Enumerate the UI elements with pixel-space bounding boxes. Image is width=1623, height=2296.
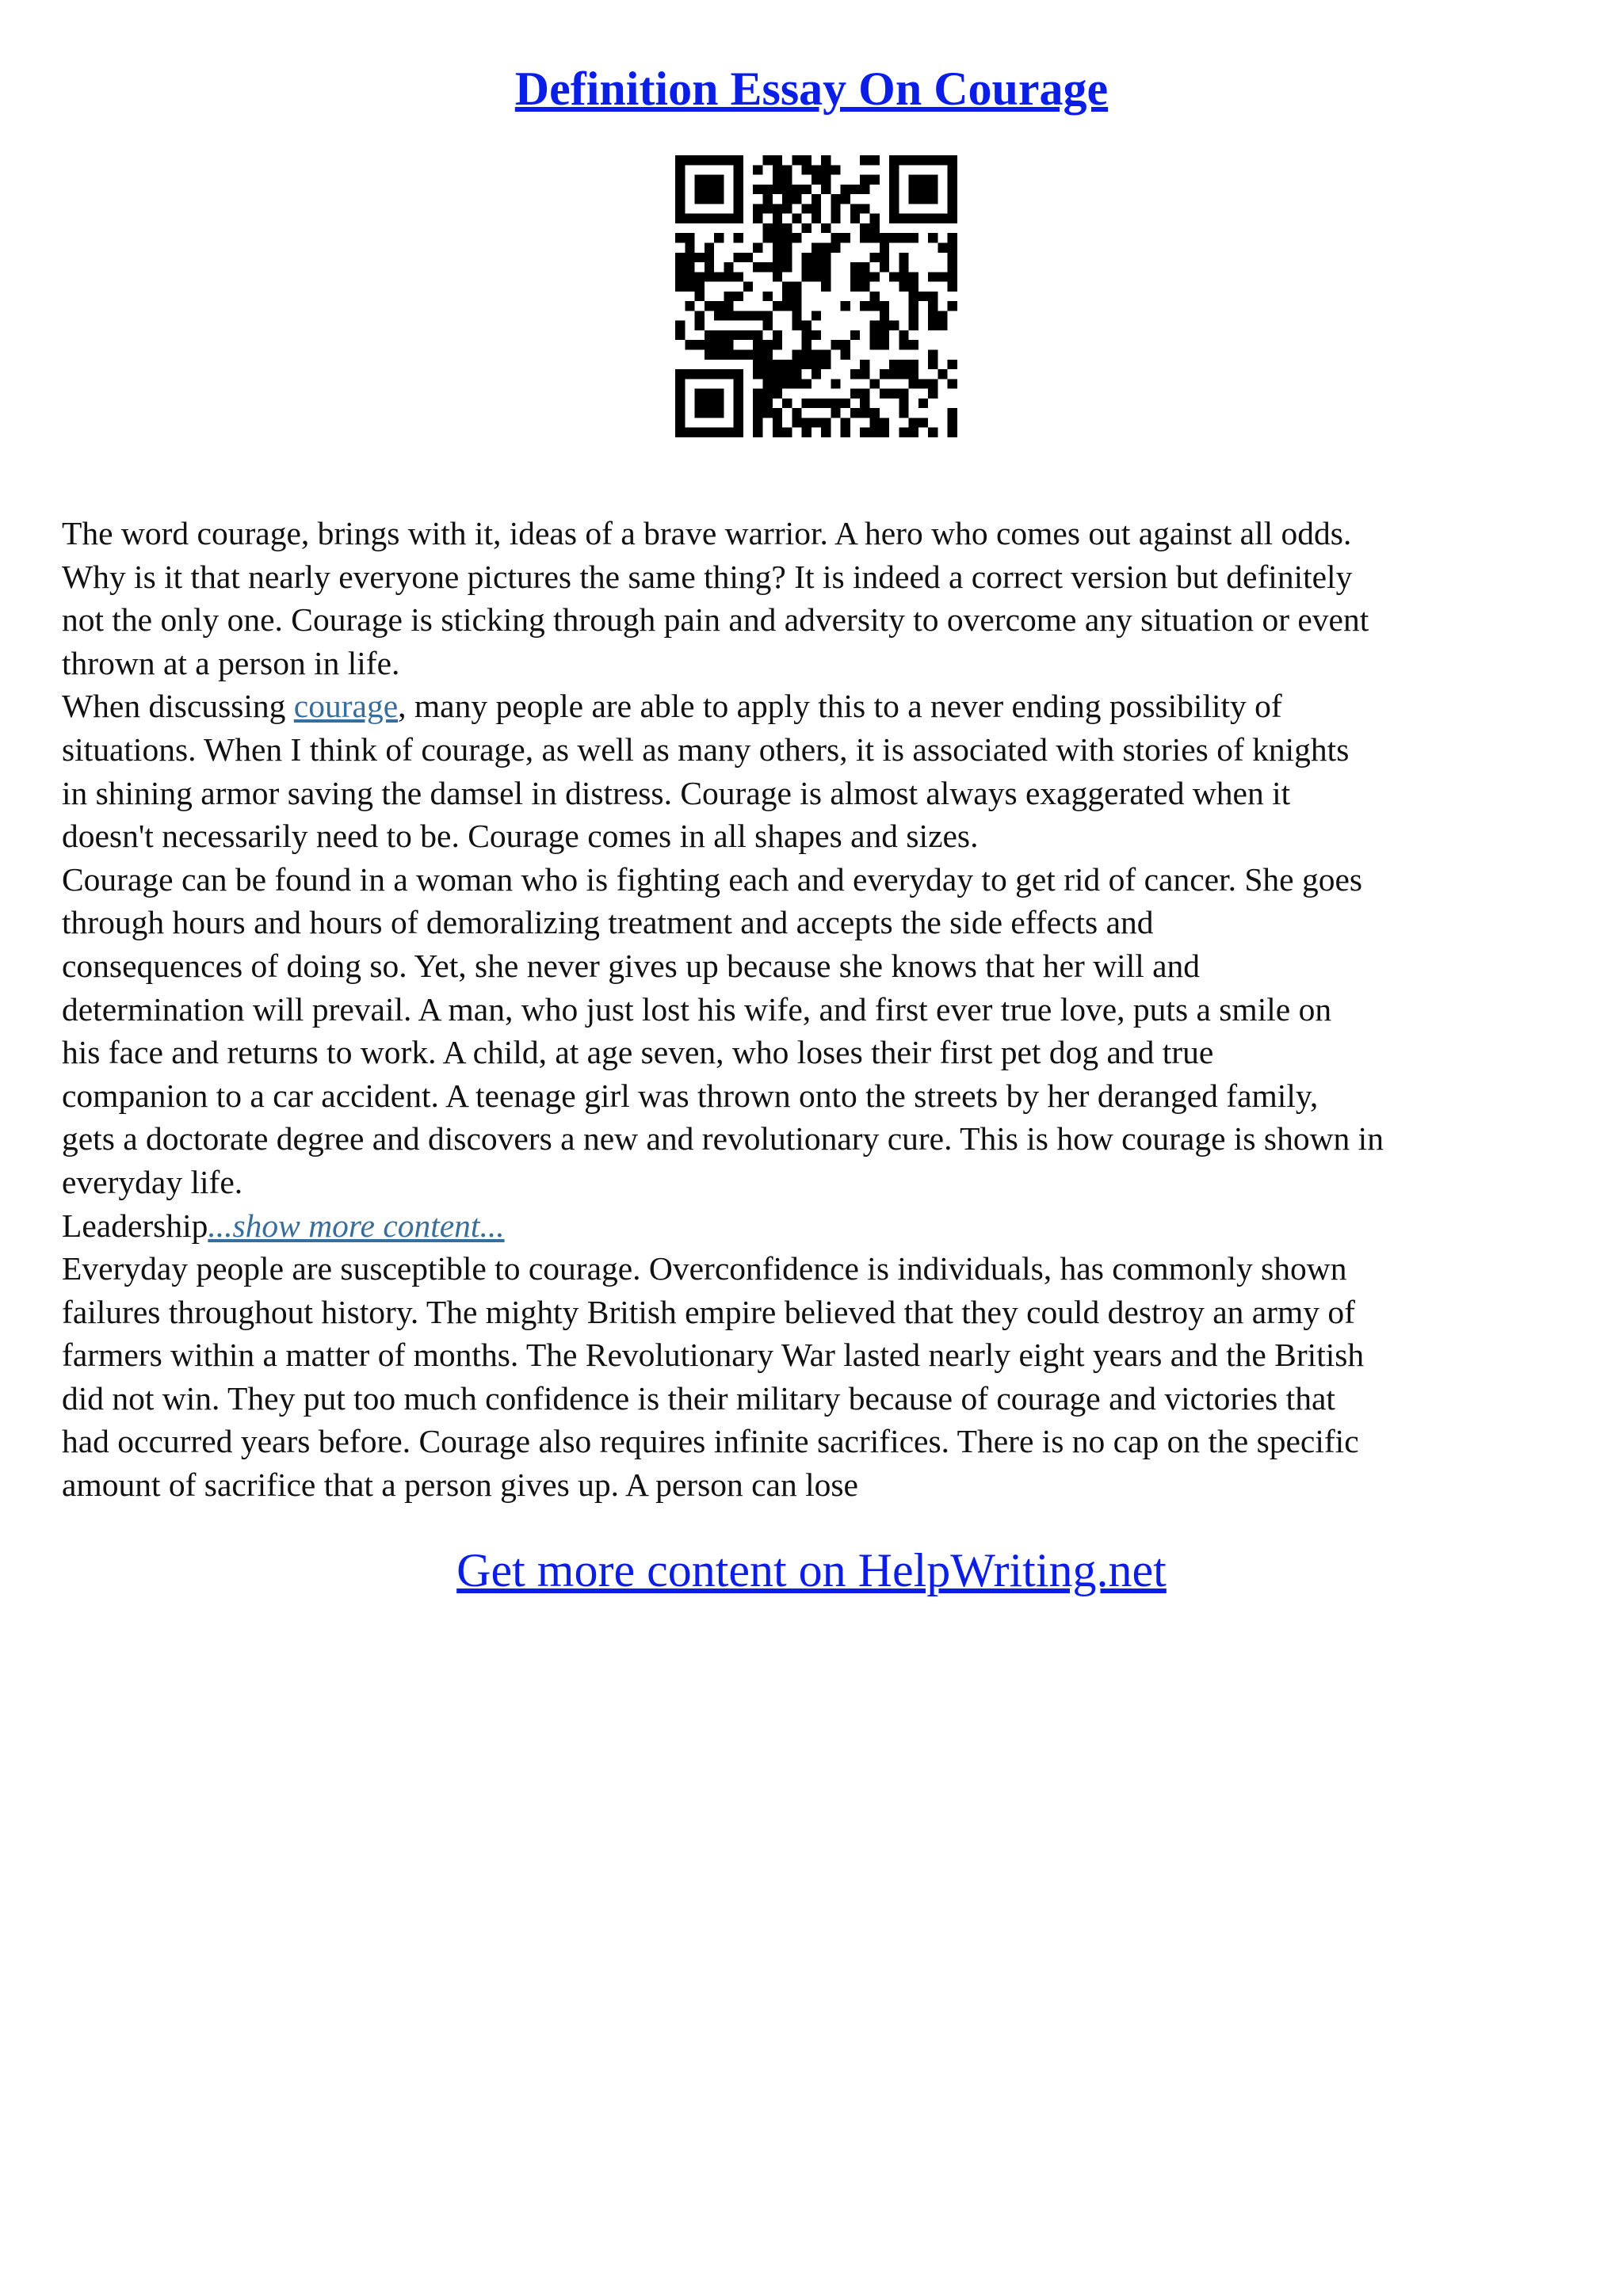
paragraph1-line: The word courage, brings with it, ideas of a brave warrior. A hero who comes out against all odds.	[62, 515, 1352, 551]
paragraph3-line: determination will prevail. A man, who just lost his wife, and first ever true love, puts a smile on	[62, 990, 1332, 1028]
paragraph3-line: companion to a car accident. A teenage girl was thrown onto the streets by her deranged family,	[62, 1077, 1319, 1114]
paragraph2-first-line	[62, 685, 1568, 728]
paragraph4-line: failures throughout history. The mighty British empire believed that they could destroy an army of	[62, 1293, 1355, 1330]
leadership-word: Leadership	[62, 1207, 208, 1244]
page-title	[0, 57, 1623, 120]
paragraph2-line: in shining armor saving the damsel in distress. Courage is almost always exaggerated when it	[62, 774, 1291, 811]
paragraph2-suffix: , many people are able to apply this to a never ending possibility of	[398, 688, 1282, 725]
paragraph1-line: Why is it that nearly everyone pictures the same thing? It is indeed a correct version but definitely	[62, 558, 1353, 595]
paragraph3-line: gets a doctorate degree and discovers a new and revolutionary cure. This is how courage is shown in	[62, 1120, 1384, 1158]
paragraph3-line: Courage can be found in a woman who is fighting each and everyday to get rid of cancer. She goes	[62, 860, 1363, 898]
leadership-line	[62, 1204, 1568, 1248]
qr-code-svg	[675, 155, 957, 437]
qr-code-icon	[675, 155, 957, 437]
paragraph4-line: farmers within a matter of months. The Revolutionary War lasted nearly eight years and the British	[62, 1337, 1365, 1374]
footer	[0, 1539, 1623, 1602]
paragraph3-line: through hours and hours of demoralizing treatment and accepts the side effects and	[62, 904, 1154, 941]
paragraph4-line: had occurred years before. Courage also requires infinite sacrifices. There is no cap on the specific	[62, 1423, 1359, 1460]
paragraph2-line: situations. When I think of courage, as well as many others, it is associated with stories of knights	[62, 730, 1350, 768]
paragraph1-line: not the only one. Courage is sticking through pain and adversity to overcome any situation or event	[62, 601, 1369, 639]
paragraph4-line: amount of sacrifice that a person gives up. A person can lose	[62, 1466, 858, 1504]
paragraph1-line: thrown at a person in life.	[62, 644, 400, 681]
paragraph3-line: consequences of doing so. Yet, she never gives up because she knows that her will and	[62, 947, 1201, 984]
essay-body	[62, 512, 1568, 1507]
paragraph2-prefix: When discussing	[62, 688, 294, 725]
paragraph3-line: everyday life.	[62, 1163, 243, 1200]
show-more-link[interactable]: ...show more content...	[208, 1207, 505, 1244]
paragraph4-line: did not win. They put too much confidence is their military because of courage and victories that	[62, 1379, 1335, 1417]
paragraph4-line: Everyday people are susceptible to courage. Overconfidence is individuals, has commonly shown	[62, 1250, 1347, 1287]
footer-link[interactable]: Get more content on HelpWriting.net	[456, 1544, 1167, 1596]
paragraph3-line: his face and returns to work. A child, at age seven, who loses their first pet dog and true	[62, 1034, 1214, 1071]
courage-link[interactable]: courage	[293, 688, 399, 725]
title-link[interactable]: Definition Essay On Courage	[514, 63, 1109, 115]
paragraph2-line: doesn't necessarily need to be. Courage comes in all shapes and sizes.	[62, 818, 979, 855]
